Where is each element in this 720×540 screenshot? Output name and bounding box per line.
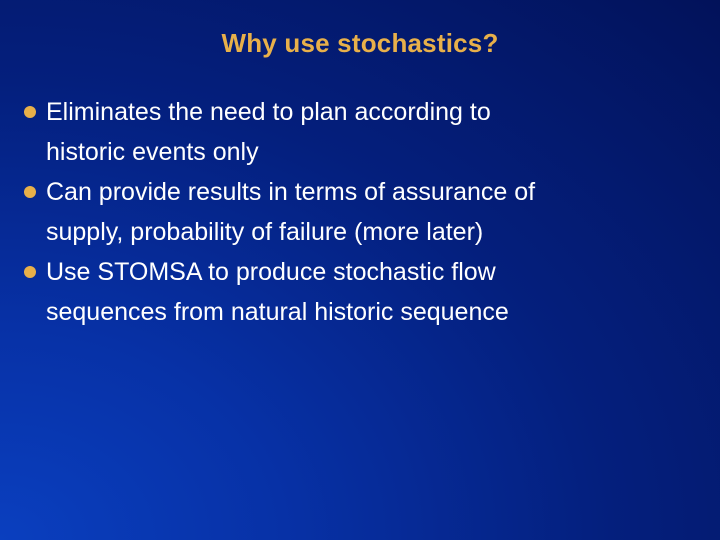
bullet-text-line: Use STOMSA to produce stochastic flow xyxy=(46,258,496,286)
slide-title: Why use stochastics? xyxy=(221,28,499,58)
bullet-dot-icon xyxy=(24,266,36,278)
bullet-text-line: sequences from natural historic sequence xyxy=(46,298,509,326)
bullet-text-line: supply, probability of failure (more later) xyxy=(46,218,484,246)
bullet-item xyxy=(24,172,704,252)
bullet-dot-icon xyxy=(24,186,36,198)
bullet-text-line: Can provide results in terms of assurance of xyxy=(46,178,536,206)
bullet-item xyxy=(24,252,704,332)
bullet-dot-icon xyxy=(24,106,36,118)
bullet-text-line: historic events only xyxy=(46,138,259,166)
bullet-list xyxy=(24,92,704,332)
bullet-item xyxy=(24,92,704,172)
bullet-text-line: Eliminates the need to plan according to xyxy=(46,98,491,126)
